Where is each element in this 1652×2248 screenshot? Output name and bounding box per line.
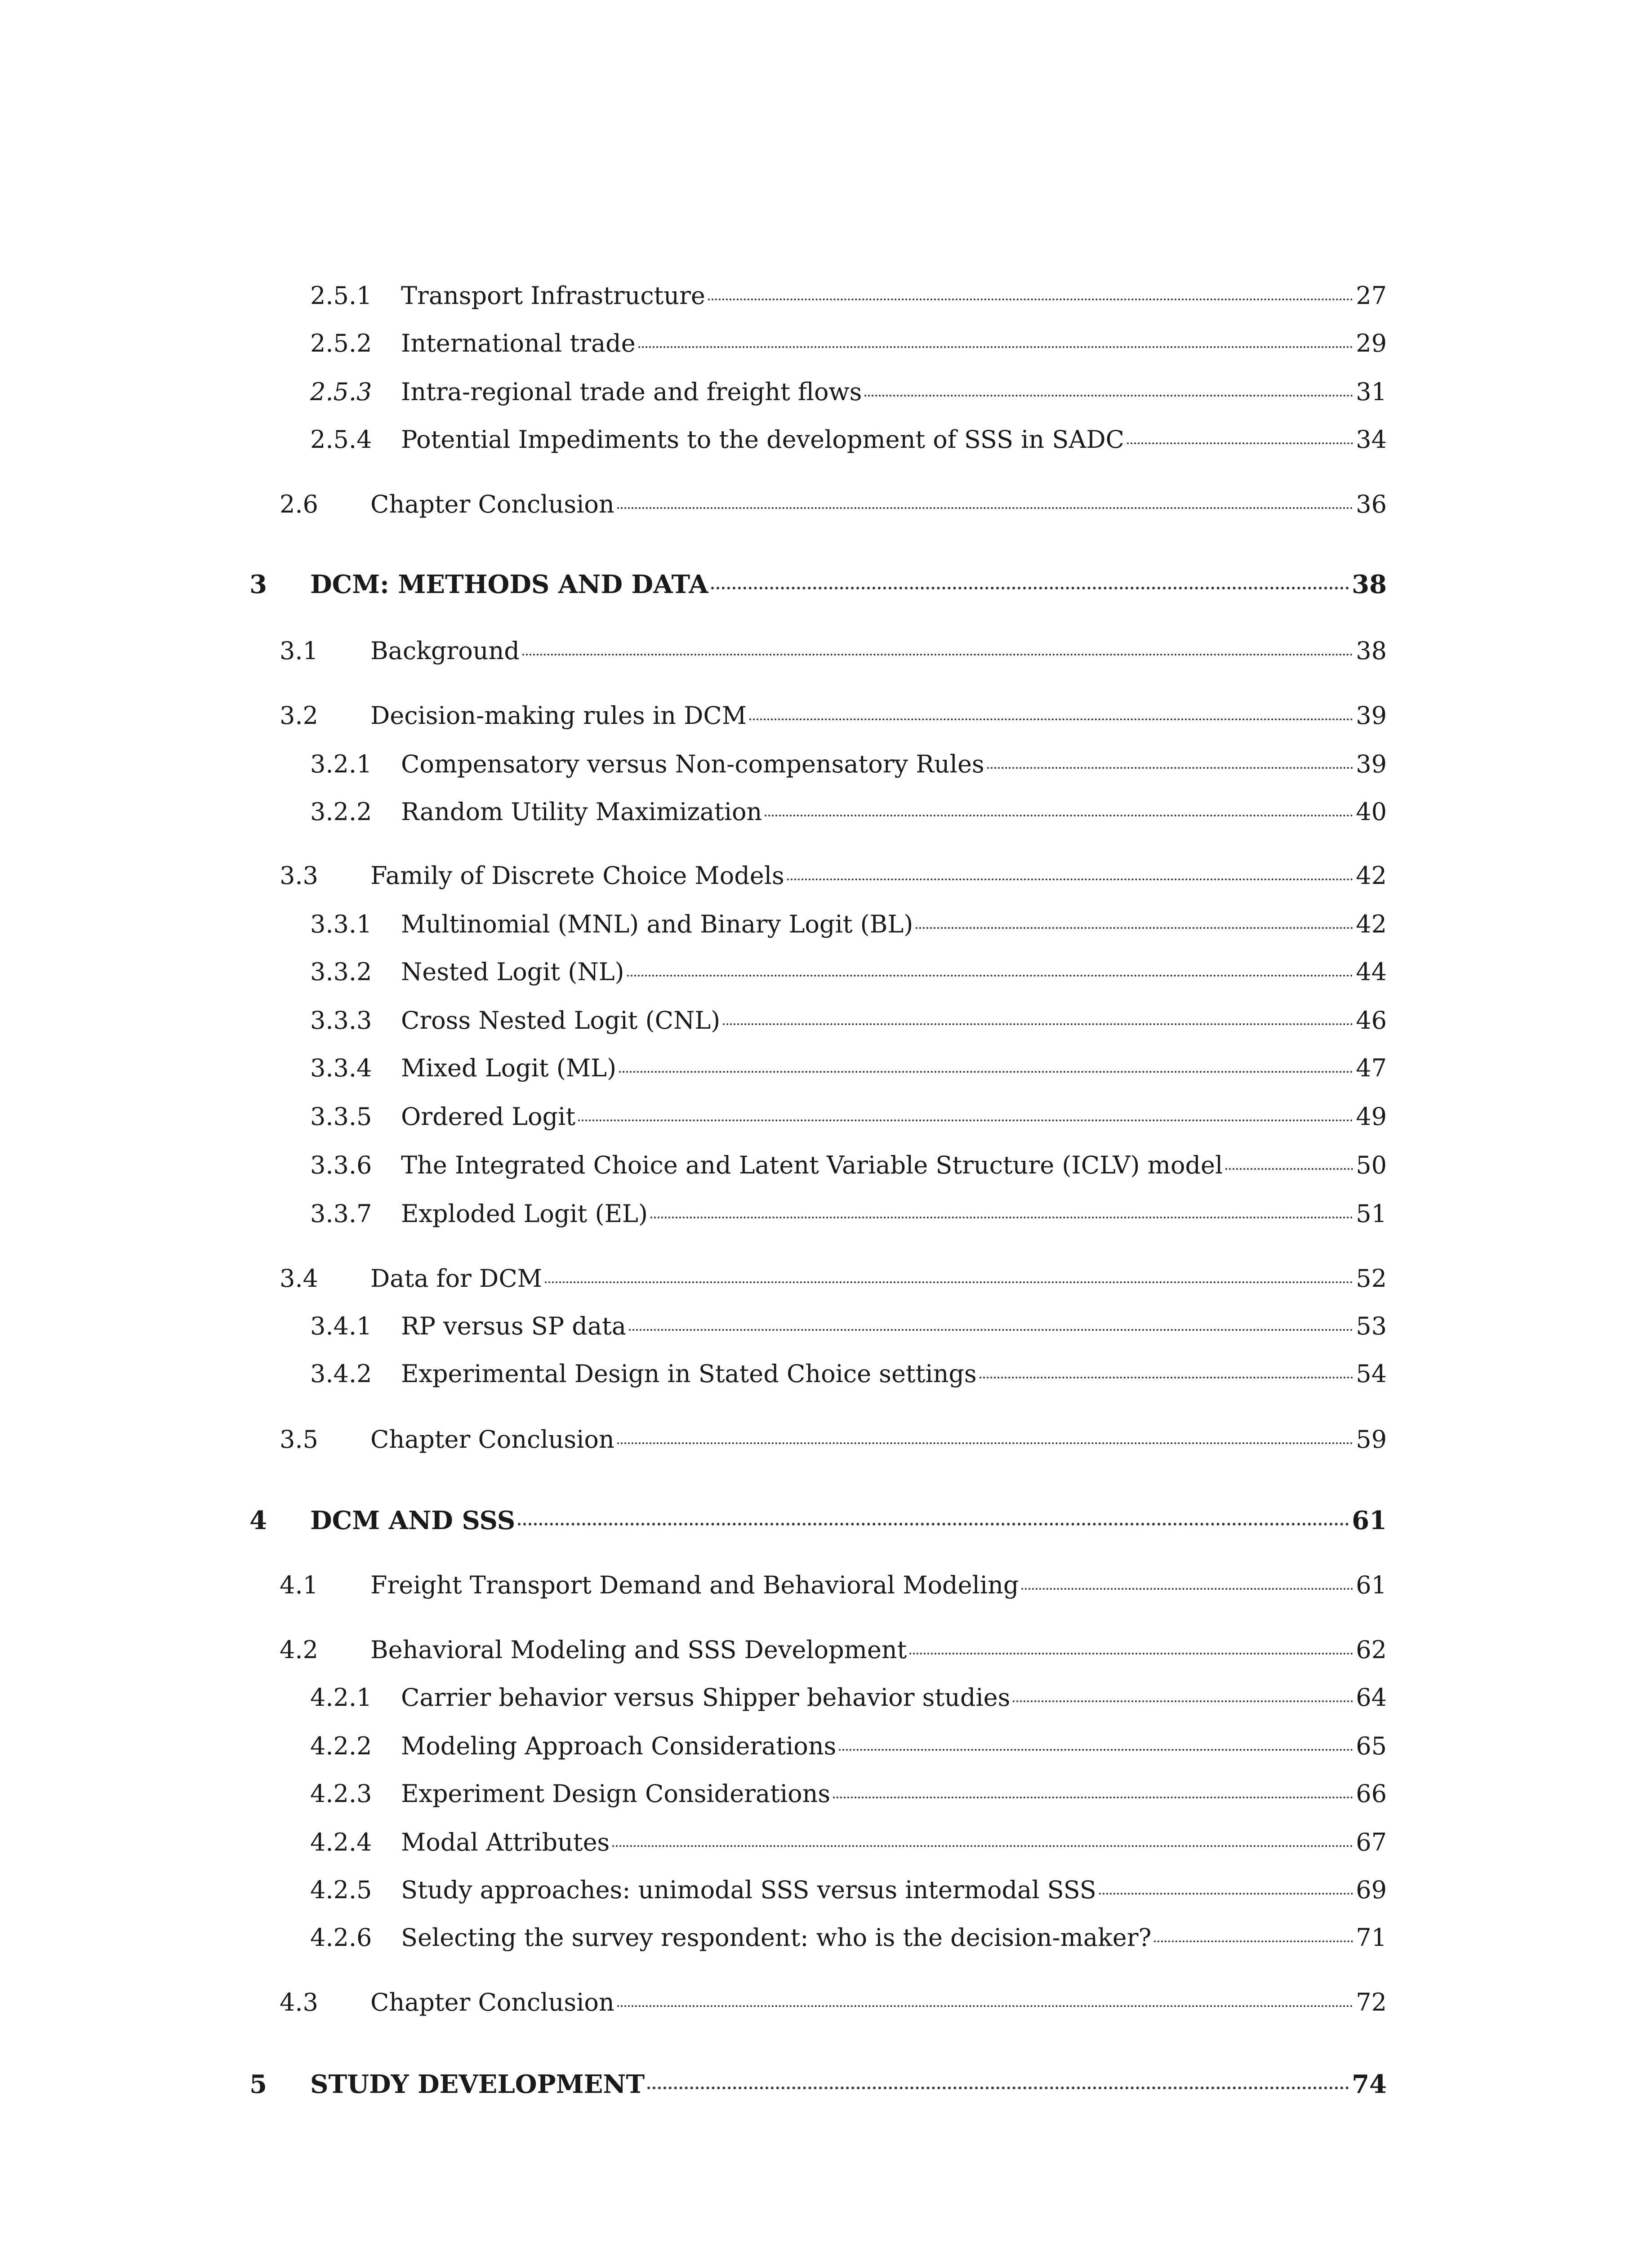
toc-entry[interactable] xyxy=(310,1148,1387,1182)
toc-entry-page-number: 50 xyxy=(1356,1151,1387,1179)
toc-entry-number: 3 xyxy=(249,570,267,599)
toc-entry-title: Selecting the survey respondent: who is the decision-maker? xyxy=(401,1923,1152,1952)
toc-entry-page-number: 61 xyxy=(1356,1571,1387,1599)
toc-entry-title: The Integrated Choice and Latent Variable Structure (ICLV) model xyxy=(401,1151,1223,1179)
toc-entry-title: Intra-regional trade and freight flows xyxy=(401,378,862,406)
toc-entry-page-number: 46 xyxy=(1356,1006,1387,1035)
toc-entry-number: 3.3 xyxy=(280,861,318,890)
toc-entry-page-number: 44 xyxy=(1356,958,1387,986)
toc-entry-title: Nested Logit (NL) xyxy=(401,958,624,986)
toc-entry-number: 2.5.2 xyxy=(310,329,372,357)
toc-entry-page-number: 67 xyxy=(1356,1828,1387,1856)
toc-chapter-entry[interactable] xyxy=(249,567,1387,602)
toc-entry-number: 3.3.6 xyxy=(310,1151,372,1179)
toc-entry-title: Cross Nested Logit (CNL) xyxy=(401,1006,721,1035)
dot-leader xyxy=(909,1653,1353,1655)
toc-entry-title: Transport Infrastructure xyxy=(401,281,705,310)
toc-entry[interactable] xyxy=(310,1777,1387,1811)
toc-entry-title: International trade xyxy=(401,329,636,357)
toc-entry[interactable] xyxy=(310,1100,1387,1134)
dot-leader xyxy=(711,587,1349,589)
toc-entry[interactable] xyxy=(310,1309,1387,1343)
dot-leader xyxy=(980,1377,1354,1378)
toc-entry-title: Behavioral Modeling and SSS Development xyxy=(370,1636,907,1664)
toc-entry-title: Potential Impediments to the development of SSS in SADC xyxy=(401,425,1124,454)
dot-leader xyxy=(617,1442,1354,1444)
toc-entry-title: DCM: METHODS AND DATA xyxy=(310,570,708,599)
toc-entry-number: 3.2 xyxy=(280,701,318,730)
toc-entry-title: RP versus SP data xyxy=(401,1312,626,1340)
toc-entry-title: Exploded Logit (EL) xyxy=(401,1200,648,1228)
toc-entry-page-number: 66 xyxy=(1356,1780,1387,1808)
toc-entry-title: Chapter Conclusion xyxy=(370,1425,614,1454)
toc-chapter-entry[interactable] xyxy=(249,1503,1387,1538)
toc-entry-number: 4.2.2 xyxy=(310,1732,372,1760)
toc-entry-page-number: 42 xyxy=(1356,861,1387,890)
dot-leader xyxy=(1154,1940,1353,1942)
dot-leader xyxy=(839,1749,1353,1751)
dot-leader xyxy=(1225,1168,1353,1170)
toc-entry[interactable] xyxy=(310,1357,1387,1391)
toc-entry-number: 3.2.2 xyxy=(310,798,372,826)
toc-entry-page-number: 61 xyxy=(1352,1506,1387,1535)
toc-entry-page-number: 47 xyxy=(1356,1054,1387,1082)
toc-entry[interactable] xyxy=(310,795,1387,829)
toc-entry-number: 4.2.4 xyxy=(310,1828,372,1856)
toc-entry-number: 4 xyxy=(249,1506,267,1535)
toc-entry-page-number: 29 xyxy=(1356,329,1387,357)
dot-leader xyxy=(619,1071,1353,1073)
toc-entry[interactable] xyxy=(310,279,1387,313)
toc-entry[interactable] xyxy=(280,487,1387,522)
toc-entry-page-number: 36 xyxy=(1356,490,1387,518)
toc-entry-title: Multinomial (MNL) and Binary Logit (BL) xyxy=(401,910,913,938)
toc-entry[interactable] xyxy=(310,1681,1387,1715)
toc-entry-page-number: 49 xyxy=(1356,1102,1387,1131)
toc-entry-title: Background xyxy=(370,637,520,665)
toc-entry-page-number: 52 xyxy=(1356,1264,1387,1293)
toc-entry-page-number: 27 xyxy=(1356,281,1387,310)
toc-entry-number: 3.3.4 xyxy=(310,1054,372,1082)
toc-entry-page-number: 69 xyxy=(1356,1876,1387,1904)
toc-entry-title: Experimental Design in Stated Choice settings xyxy=(401,1360,977,1388)
dot-leader xyxy=(833,1797,1353,1798)
toc-entry-page-number: 38 xyxy=(1356,637,1387,665)
toc-entry[interactable] xyxy=(280,1568,1387,1602)
toc-entry-title: Chapter Conclusion xyxy=(370,1988,614,2016)
toc-entry-number: 3.2.1 xyxy=(310,750,372,778)
toc-entry-page-number: 59 xyxy=(1356,1425,1387,1454)
toc-entry-number: 5 xyxy=(249,2070,267,2099)
toc-entry-number: 4.2.6 xyxy=(310,1923,372,1952)
dot-leader xyxy=(617,2005,1354,2007)
toc-entry[interactable] xyxy=(310,423,1387,457)
toc-entry[interactable] xyxy=(280,1633,1387,1667)
toc-entry-number: 2.5.1 xyxy=(310,281,372,310)
dot-leader xyxy=(987,767,1354,769)
dot-leader xyxy=(578,1120,1353,1121)
toc-entry-number: 3.3.2 xyxy=(310,958,372,986)
toc-entry-title: Carrier behavior versus Shipper behavior studies xyxy=(401,1683,1011,1712)
dot-leader xyxy=(617,507,1354,509)
toc-entry[interactable] xyxy=(310,1004,1387,1038)
toc-entry[interactable] xyxy=(310,375,1387,409)
toc-entry-number: 2.6 xyxy=(280,490,318,518)
dot-leader xyxy=(749,718,1353,720)
toc-entry-number: 3.3.7 xyxy=(310,1200,372,1228)
toc-entry[interactable] xyxy=(310,1921,1387,1955)
toc-entry-number: 3.3.5 xyxy=(310,1102,372,1131)
toc-entry[interactable] xyxy=(310,907,1387,941)
toc-entry-title: Compensatory versus Non-compensatory Rules xyxy=(401,750,984,778)
toc-entry-page-number: 72 xyxy=(1356,1988,1387,2016)
toc-entry[interactable] xyxy=(310,1729,1387,1763)
dot-leader xyxy=(638,346,1354,348)
toc-entry-page-number: 38 xyxy=(1352,570,1387,599)
toc-entry[interactable] xyxy=(280,859,1387,893)
toc-entry[interactable] xyxy=(310,1197,1387,1231)
dot-leader xyxy=(545,1281,1353,1283)
dot-leader xyxy=(1013,1700,1353,1702)
toc-entry-title: Modeling Approach Considerations xyxy=(401,1732,837,1760)
toc-chapter-entry[interactable] xyxy=(249,2067,1387,2101)
toc-entry[interactable] xyxy=(280,1423,1387,1457)
toc-entry-title: Chapter Conclusion xyxy=(370,490,614,518)
toc-entry-page-number: 62 xyxy=(1356,1636,1387,1664)
toc-entry[interactable] xyxy=(310,747,1387,781)
toc-entry-page-number: 42 xyxy=(1356,910,1387,938)
toc-entry[interactable] xyxy=(310,1873,1387,1907)
toc-entry-title: Data for DCM xyxy=(370,1264,542,1293)
toc-entry[interactable] xyxy=(280,1985,1387,2020)
toc-entry-number: 3.3.3 xyxy=(310,1006,372,1035)
toc-entry-page-number: 39 xyxy=(1356,750,1387,778)
toc-entry-title: Ordered Logit xyxy=(401,1102,576,1131)
toc-entry-page-number: 40 xyxy=(1356,798,1387,826)
toc-entry-page-number: 39 xyxy=(1356,701,1387,730)
dot-leader xyxy=(629,1329,1353,1331)
dot-leader xyxy=(627,975,1354,977)
toc-entry-title: Decision-making rules in DCM xyxy=(370,701,747,730)
dot-leader xyxy=(1127,442,1353,444)
toc-entry[interactable] xyxy=(280,699,1387,733)
toc-entry-number: 4.2.3 xyxy=(310,1780,372,1808)
toc-entry[interactable] xyxy=(310,326,1387,361)
toc-entry-page-number: 65 xyxy=(1356,1732,1387,1760)
dot-leader xyxy=(518,1523,1349,1525)
dot-leader xyxy=(650,1217,1353,1218)
toc-entry-title: Family of Discrete Choice Models xyxy=(370,861,784,890)
dot-leader xyxy=(647,2087,1349,2089)
dot-leader xyxy=(522,654,1353,656)
toc-entry-page-number: 54 xyxy=(1356,1360,1387,1388)
dot-leader xyxy=(765,815,1353,816)
toc-entry[interactable] xyxy=(280,1262,1387,1296)
dot-leader xyxy=(1021,1588,1353,1590)
toc-entry-number: 2.5.4 xyxy=(310,425,372,454)
toc-entry[interactable] xyxy=(310,1051,1387,1085)
toc-entry-number: 3.1 xyxy=(280,637,318,665)
dot-leader xyxy=(864,395,1353,397)
toc-entry-number: 3.4.2 xyxy=(310,1360,372,1388)
toc-entry-number: 4.1 xyxy=(280,1571,318,1599)
toc-entry-page-number: 74 xyxy=(1352,2070,1387,2099)
dot-leader xyxy=(723,1023,1353,1025)
dot-leader xyxy=(708,299,1353,300)
dot-leader xyxy=(612,1845,1353,1847)
toc-entry-title: Modal Attributes xyxy=(401,1828,610,1856)
toc-entry-title: STUDY DEVELOPMENT xyxy=(310,2070,645,2099)
toc-entry-number: 3.3.1 xyxy=(310,910,372,938)
toc-entry[interactable] xyxy=(310,955,1387,989)
toc-entry-title: Experiment Design Considerations xyxy=(401,1780,831,1808)
toc-entry[interactable] xyxy=(280,634,1387,668)
toc-entry[interactable] xyxy=(310,1825,1387,1860)
toc-entry-number: 4.2.5 xyxy=(310,1876,372,1904)
toc-entry-page-number: 31 xyxy=(1356,378,1387,406)
toc-entry-number: 4.2 xyxy=(280,1636,318,1664)
toc-entry-number: 3.4.1 xyxy=(310,1312,372,1340)
dot-leader xyxy=(1099,1893,1354,1895)
dot-leader xyxy=(787,879,1354,880)
toc-entry-number: 4.3 xyxy=(280,1988,318,2016)
toc-entry-title: Freight Transport Demand and Behavioral Modeling xyxy=(370,1571,1019,1599)
toc-entry-title: Random Utility Maximization xyxy=(401,798,762,826)
toc-entry-title: DCM AND SSS xyxy=(310,1506,516,1535)
toc-entry-page-number: 53 xyxy=(1356,1312,1387,1340)
toc-entry-page-number: 34 xyxy=(1356,425,1387,454)
toc-entry-number: 3.5 xyxy=(280,1425,318,1454)
toc-entry-page-number: 51 xyxy=(1356,1200,1387,1228)
toc-entry-title: Mixed Logit (ML) xyxy=(401,1054,617,1082)
toc-entry-number: 2.5.3 xyxy=(310,378,372,406)
dot-leader xyxy=(916,927,1353,929)
toc-entry-title: Study approaches: unimodal SSS versus intermodal SSS xyxy=(401,1876,1096,1904)
toc-entry-number: 3.4 xyxy=(280,1264,318,1293)
toc-entry-page-number: 71 xyxy=(1356,1923,1387,1952)
toc-entry-page-number: 64 xyxy=(1356,1683,1387,1712)
toc-entry-number: 4.2.1 xyxy=(310,1683,372,1712)
